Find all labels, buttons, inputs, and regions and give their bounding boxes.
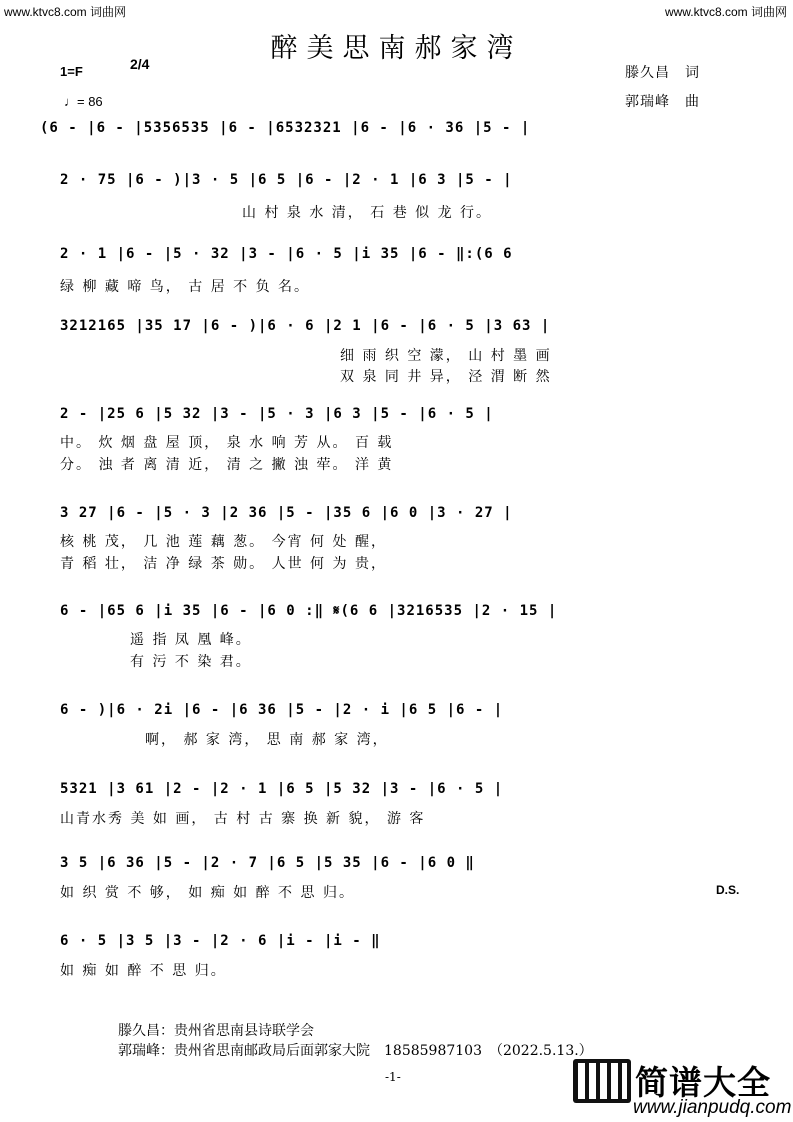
lyric-line-verse-1: 核 桃 茂， 几 池 莲 藕 葱。 今宵 何 处 醒， — [60, 534, 387, 550]
lyric-line: 如 痴 如 醉 不 思 归。 — [60, 963, 227, 979]
notation-line: 5321 |3 61 |2 - |2 · 1 |6 5 |5 32 |3 - |6 · 5 | — [60, 781, 504, 797]
lyricist-credit: 滕久昌 词 — [625, 65, 700, 81]
notation-line: 2 · 1 |6 - |5 · 32 |3 - |6 · 5 |i 35 |6 - ‖:(6 6 — [60, 246, 513, 262]
lyric-line-verse-1: 中。 炊 烟 盘 屋 顶， 泉 水 响 芳 从。 百 载 — [60, 435, 394, 451]
notation-line: 3 27 |6 - |5 · 3 |2 36 |5 - |35 6 |6 0 |3 · 27 | — [60, 505, 513, 521]
logo-name: 简谱大全 — [635, 1063, 771, 1102]
lyric-line-verse-2: 双 泉 同 井 异， 泾 渭 断 然 — [340, 369, 552, 385]
lyric-line: 啊， 郝 家 湾， 思 南 郝 家 湾， — [145, 732, 389, 748]
lyric-line-verse-2: 青 稻 壮， 洁 净 绿 茶 勋。 人世 何 为 贵， — [60, 556, 387, 572]
time-signature: 2/4 — [130, 56, 150, 72]
footer-lyricist-info: 滕久昌：贵州省思南县诗联学会 — [118, 1023, 314, 1039]
lyric-line: 山 村 泉 水 清， 石 巷 似 龙 行。 — [242, 205, 493, 221]
key-signature: 1=F — [60, 64, 83, 79]
dal-segno-mark: D.S. — [716, 883, 740, 897]
tempo-marking: ♩= 86 — [64, 94, 103, 109]
composer-credit: 郭瑞峰 曲 — [625, 94, 700, 110]
notation-line: 2 · 75 |6 - )|3 · 5 |6 5 |6 - |2 · 1 |6 3 |5 - | — [60, 172, 513, 188]
notation-line: 6 · 5 |3 5 |3 - |2 · 6 |i - |i - ‖ — [60, 933, 381, 949]
lyric-line: 如 织 赏 不 够， 如 痴 如 醉 不 思 归。 — [60, 885, 355, 901]
notation-line: 6 - )|6 · 2i |6 - |6 36 |5 - |2 · i |6 5 |6 - | — [60, 702, 504, 718]
notation-line: 2 - |25 6 |5 32 |3 - |5 · 3 |6 3 |5 - |6 · 5 | — [60, 406, 494, 422]
song-title: 醉美思南郝家湾 — [270, 33, 523, 64]
site-watermark-right: www.ktvc8.com 词曲网 — [664, 5, 787, 19]
notation-line: 6 - |65 6 |i 35 |6 - |6 0 :‖ 𝄋(6 6 |3216535 |2 · 15 | — [60, 603, 558, 619]
lyric-line-verse-1: 细 雨 织 空 濛， 山 村 墨 画 — [340, 348, 552, 364]
logo-url: www.jianpudq.com — [633, 1097, 792, 1118]
page-number: -1- — [385, 1070, 401, 1084]
site-logo — [573, 1057, 792, 1119]
lyric-line-verse-2: 分。 浊 者 离 清 近， 清 之 撇 浊 荦。 洋 黄 — [60, 457, 394, 473]
lyric-line: 绿 柳 藏 啼 鸟， 古 居 不 负 名。 — [60, 279, 311, 295]
lyric-line-verse-1: 遥 指 凤 凰 峰。 — [130, 632, 252, 648]
lyric-line-verse-2: 有 污 不 染 君。 — [130, 654, 252, 670]
notation-line: (6 - |6 - |5356535 |6 - |6532321 |6 - |6 · 36 |5 - | — [40, 120, 531, 136]
notation-line: 3 5 |6 36 |5 - |2 · 7 |6 5 |5 35 |6 - |6 0 ‖ — [60, 855, 475, 871]
notation-line: 3212165 |35 17 |6 - )|6 · 6 |2 1 |6 - |6 · 5 |3 63 | — [60, 318, 551, 334]
site-watermark-left: www.ktvc8.com 词曲网 — [4, 5, 127, 19]
piano-keys-icon — [573, 1059, 631, 1103]
lyric-line: 山青水秀 美 如 画， 古 村 古 寨 换 新 貌， 游 客 — [60, 811, 426, 827]
footer-composer-info: 郭瑞峰：贵州省思南邮政局后面郭家大院 18585987103 （2022.5.13.） — [118, 1043, 593, 1059]
